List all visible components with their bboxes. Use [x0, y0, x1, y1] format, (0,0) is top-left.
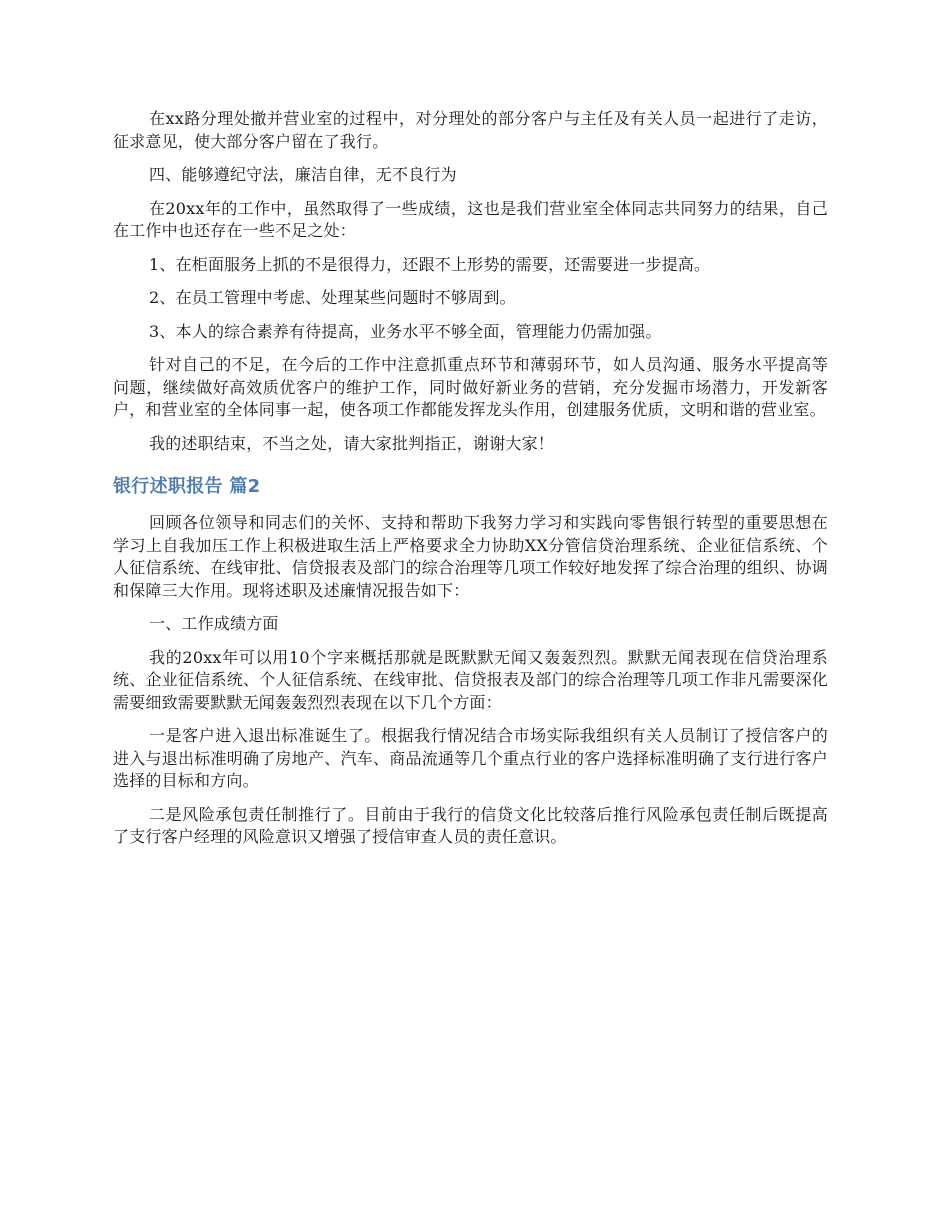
paragraph: 3、本人的综合素养有待提高，业务水平不够全面，管理能力仍需加强。	[149, 321, 662, 341]
paragraph: 我的20xx年可以用10个字来概括那就是既默默无闻又轰轰烈烈。默默无闻表现在信贷治理系统、企业征信系统、个人征信系统、在线审批、信贷报表及部门的综合治理等几项工作非凡需要深化需要细致需要默默无闻轰轰烈烈表现在以下几个方面：	[113, 647, 828, 712]
paragraph: 我的述职结束，不当之处，请大家批判指正，谢谢大家！	[149, 433, 555, 453]
paragraph: 回顾各位领导和同志们的关怀、支持和帮助下我努力学习和实践向零售银行转型的重要思想在学习上自我加压工作上积极进取生活上严格要求全力协助XX分管信贷治理系统、企业征信系统、个人征信系统、在线审批、信贷报表及部门的综合治理等几项工作较好地发挥了综合治理的组织、协调和保障三大作用。现将述职及述廉情况报告如下：	[113, 513, 828, 600]
paragraph: 一是客户进入退出标准诞生了。根据我行情况结合市场实际我组织有关人员制订了授信客户的进入与退出标准明确了房地产、汽车、商品流通等几个重点行业的客户选择标准明确了支行进行客户选择的目标和方向。	[113, 726, 828, 790]
paragraph: 在xx路分理处撤并营业室的过程中，对分理处的部分客户与主任及有关人员一起进行了走访，征求意见，使大部分客户留在了我行。	[113, 109, 828, 151]
paragraph: 一、工作成绩方面	[149, 614, 279, 633]
paragraph: 在20xx年的工作中，虽然取得了一些成绩，这也是我们营业室全体同志共同努力的结果，自己在工作中也还存在一些不足之处：	[113, 198, 828, 240]
paragraph: 四、能够遵纪守法，廉洁自律，无不良行为	[149, 165, 457, 184]
paragraph: 针对自己的不足，在今后的工作中注意抓重点环节和薄弱环节，如人员沟通、服务水平提高等问题，继续做好高效质优客户的维护工作，同时做好新业务的营销，充分发掘市场潜力，开发新客户，和营业室的全体同事一起，使各项工作都能发挥龙头作用，创建服务优质，文明和谐的营业室。	[113, 355, 828, 419]
paragraph: 二是风险承包责任制推行了。目前由于我行的信贷文化比较落后推行风险承包责任制后既提高了支行客户经理的风险意识又增强了授信审查人员的责任意识。	[113, 804, 828, 846]
paragraph: 2、在员工管理中考虑、处理某些问题时不够周到。	[149, 288, 516, 307]
paragraph: 1、在柜面服务上抓的不是很得力，还跟不上形势的需要，还需要进一步提高。	[149, 254, 711, 274]
section-heading: 银行述职报告 篇2	[113, 476, 261, 497]
